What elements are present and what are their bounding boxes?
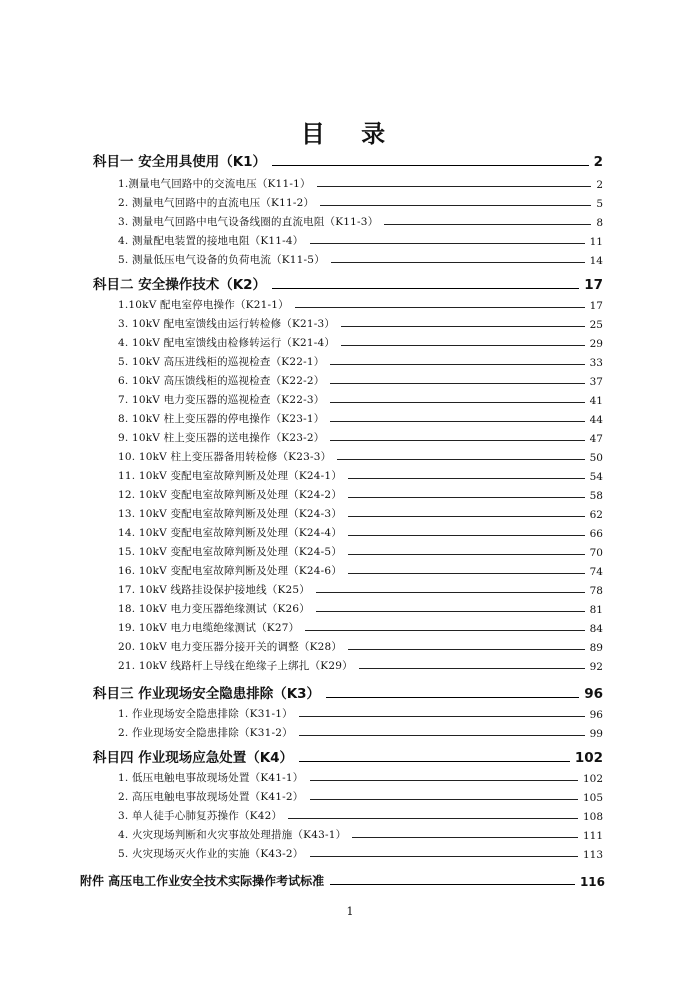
toc-item[interactable]: [118, 560, 603, 578]
leader-line: [341, 326, 584, 327]
toc-item-label: 21. 10kV 线路杆上导线在绝缘子上绑扎（K29）: [118, 660, 353, 672]
toc-item-label: 7. 10kV 电力变压器的巡视检查（K22-3）: [118, 394, 325, 406]
toc-item[interactable]: [118, 824, 603, 842]
leader-line: [348, 478, 585, 479]
toc-item-label: 17. 10kV 线路挂设保护接地线（K25）: [118, 584, 310, 596]
toc-page-number: 78: [589, 585, 603, 597]
toc-item-label: 16. 10kV 变配电室故障判断及处理（K24-6）: [118, 565, 343, 577]
toc-item-label: 5. 测量低压电气设备的负荷电流（K11-5）: [118, 254, 325, 266]
toc-page-number: 14: [589, 255, 603, 267]
toc-item-label: 1. 低压电触电事故现场处置（K41-1）: [118, 772, 304, 784]
toc-page-number: 54: [589, 471, 603, 483]
toc-page-number: 102: [574, 750, 603, 766]
toc-item[interactable]: [118, 703, 603, 721]
toc-page-number: 74: [589, 566, 603, 578]
toc-item-label: 19. 10kV 电力电缆绝缘测试（K27）: [118, 622, 300, 634]
toc-item[interactable]: [118, 446, 603, 464]
toc-item-label: 14. 10kV 变配电室故障判断及处理（K24-4）: [118, 527, 343, 539]
toc-item[interactable]: [118, 522, 603, 540]
toc-section-label: 科目一 安全用具使用（K1）: [93, 154, 267, 170]
leader-line: [348, 535, 585, 536]
toc-page-number: 96: [584, 686, 603, 702]
leader-line: [359, 668, 585, 669]
toc-item-label: 9. 10kV 柱上变压器的送电操作（K23-2）: [118, 432, 325, 444]
toc-item-label: 20. 10kV 电力变压器分接开关的调整（K28）: [118, 641, 343, 653]
toc-item[interactable]: [118, 427, 603, 445]
toc-item-label: 15. 10kV 变配电室故障判断及处理（K24-5）: [118, 546, 343, 558]
leader-line: [305, 630, 584, 631]
toc-item[interactable]: [118, 636, 603, 654]
toc-item-label: 5. 10kV 高压进线柜的巡视检查（K22-1）: [118, 356, 325, 368]
toc-item[interactable]: [118, 389, 603, 407]
leader-line: [326, 697, 579, 698]
toc-page-number: 25: [589, 319, 603, 331]
toc-item-label: 5. 火灾现场灭火作业的实施（K43-2）: [118, 848, 304, 860]
leader-line: [299, 716, 585, 717]
leader-line: [299, 761, 570, 762]
toc-page-number: 29: [589, 338, 603, 350]
toc-item[interactable]: [118, 230, 603, 248]
toc-section-label: 科目三 作业现场安全隐患排除（K3）: [93, 686, 321, 702]
toc-page-number: 96: [589, 709, 603, 721]
leader-line: [331, 262, 585, 263]
toc-page-number: 8: [596, 217, 603, 229]
leader-line: [348, 516, 585, 517]
leader-line: [330, 364, 584, 365]
leader-line: [310, 856, 578, 857]
toc-appendix-label: 附件 高压电工作业安全技术实际操作考试标准: [80, 874, 325, 888]
leader-line: [384, 224, 591, 225]
toc-item[interactable]: [118, 722, 603, 740]
toc-appendix[interactable]: [80, 871, 605, 889]
leader-line: [330, 421, 584, 422]
toc-page-number: 2: [596, 179, 603, 191]
toc-item-label: 3. 10kV 配电室馈线由运行转检修（K21-3）: [118, 318, 336, 330]
toc-page-number: 81: [589, 604, 603, 616]
toc-item-label: 4. 测量配电装置的接地电阻（K11-4）: [118, 235, 304, 247]
toc-item-label: 1.10kV 配电室停电操作（K21-1）: [118, 299, 289, 311]
toc-page-number: 108: [582, 811, 603, 823]
toc-item[interactable]: [118, 192, 603, 210]
toc-page-number: 102: [582, 773, 603, 785]
leader-line: [316, 611, 585, 612]
toc-section-4[interactable]: [93, 748, 603, 766]
toc-section-1[interactable]: [93, 152, 603, 170]
toc-item[interactable]: [118, 503, 603, 521]
toc-item[interactable]: [118, 313, 603, 331]
toc-item-label: 11. 10kV 变配电室故障判断及处理（K24-1）: [118, 470, 343, 482]
toc-page-number: 5: [596, 198, 603, 210]
toc-page-number: 37: [589, 376, 603, 388]
leader-line: [348, 649, 585, 650]
toc-page-number: 89: [589, 642, 603, 654]
leader-line: [310, 780, 578, 781]
toc-item[interactable]: [118, 370, 603, 388]
toc-page-number: 70: [589, 547, 603, 559]
toc-page-number: 92: [589, 661, 603, 673]
leader-line: [337, 459, 584, 460]
leader-line: [272, 288, 579, 289]
toc-page-number: 47: [589, 433, 603, 445]
leader-line: [288, 818, 578, 819]
toc-item[interactable]: [118, 465, 603, 483]
toc-item-label: 4. 10kV 配电室馈线由检修转运行（K21-4）: [118, 337, 336, 349]
leader-line: [352, 837, 578, 838]
leader-line: [320, 205, 591, 206]
leader-line: [348, 497, 585, 498]
toc-item-label: 1.测量电气回路中的交流电压（K11-1）: [118, 178, 311, 190]
leader-line: [295, 307, 585, 308]
toc-item-label: 3. 单人徒手心肺复苏操作（K42）: [118, 810, 283, 822]
toc-item[interactable]: [118, 173, 603, 191]
toc-page-number: 84: [589, 623, 603, 635]
toc-item[interactable]: [118, 351, 603, 369]
toc-section-label: 科目四 作业现场应急处置（K4）: [93, 750, 294, 766]
toc-item-label: 10. 10kV 柱上变压器备用转检修（K23-3）: [118, 451, 332, 463]
toc-item[interactable]: [118, 617, 603, 635]
toc-page-number: 44: [589, 414, 603, 426]
toc-page-number: 50: [589, 452, 603, 464]
toc-item[interactable]: [118, 598, 603, 616]
toc-page-number: 99: [589, 728, 603, 740]
toc-item[interactable]: [118, 655, 603, 673]
leader-line: [330, 440, 584, 441]
toc-page-number: 33: [589, 357, 603, 369]
toc-item[interactable]: [118, 805, 603, 823]
toc-section-3[interactable]: [93, 684, 603, 702]
toc-item[interactable]: [118, 211, 603, 229]
leader-line: [348, 573, 585, 574]
toc-page-number: 113: [582, 849, 603, 861]
toc-item[interactable]: [118, 408, 603, 426]
toc-item-label: 13. 10kV 变配电室故障判断及处理（K24-3）: [118, 508, 343, 520]
toc-item[interactable]: [118, 786, 603, 804]
toc-page-number: 11: [589, 236, 603, 248]
toc-item-label: 1. 作业现场安全隐患排除（K31-1）: [118, 708, 293, 720]
page-title: 目 录: [300, 120, 400, 148]
toc-page-number: 66: [589, 528, 603, 540]
leader-line: [330, 383, 584, 384]
toc-item-label: 12. 10kV 变配电室故障判断及处理（K24-2）: [118, 489, 343, 501]
toc-item-label: 2. 作业现场安全隐患排除（K31-2）: [118, 727, 293, 739]
leader-line: [317, 186, 592, 187]
toc-page-number: 17: [584, 277, 603, 293]
toc-item-label: 6. 10kV 高压馈线柜的巡视检查（K22-2）: [118, 375, 325, 387]
toc-item-label: 3. 测量电气回路中电气设备线圈的直流电阻（K11-3）: [118, 216, 379, 228]
toc-item[interactable]: [118, 843, 603, 861]
leader-line: [316, 592, 585, 593]
toc-page-number: 111: [582, 830, 603, 842]
toc-item[interactable]: [118, 579, 603, 597]
toc-item-label: 18. 10kV 电力变压器绝缘测试（K26）: [118, 603, 310, 615]
leader-line: [341, 345, 584, 346]
leader-line: [299, 735, 585, 736]
toc-item-label: 2. 高压电触电事故现场处置（K41-2）: [118, 791, 304, 803]
toc-section-2[interactable]: [93, 275, 603, 293]
toc-page-number: 2: [593, 154, 603, 170]
leader-line: [310, 243, 585, 244]
leader-line: [272, 165, 589, 166]
toc-page-number: 105: [582, 792, 603, 804]
toc-page-number: 41: [589, 395, 603, 407]
toc-item[interactable]: [118, 249, 603, 267]
toc-page-number: 116: [579, 875, 605, 889]
toc-item-label: 8. 10kV 柱上变压器的停电操作（K23-1）: [118, 413, 325, 425]
page-number-footer: 1: [346, 905, 354, 918]
toc-page-number: 17: [589, 300, 603, 312]
leader-line: [330, 884, 575, 885]
toc-page-number: 62: [589, 509, 603, 521]
toc-item-label: 4. 火灾现场判断和火灾事故处理措施（K43-1）: [118, 829, 347, 841]
toc-item[interactable]: [118, 332, 603, 350]
leader-line: [330, 402, 584, 403]
toc-page-number: 58: [589, 490, 603, 502]
leader-line: [348, 554, 585, 555]
toc-item[interactable]: [118, 541, 603, 559]
toc-item[interactable]: [118, 294, 603, 312]
leader-line: [310, 799, 578, 800]
toc-item[interactable]: [118, 767, 603, 785]
toc-section-label: 科目二 安全操作技术（K2）: [93, 277, 267, 293]
toc-item[interactable]: [118, 484, 603, 502]
toc-item-label: 2. 测量电气回路中的直流电压（K11-2）: [118, 197, 315, 209]
